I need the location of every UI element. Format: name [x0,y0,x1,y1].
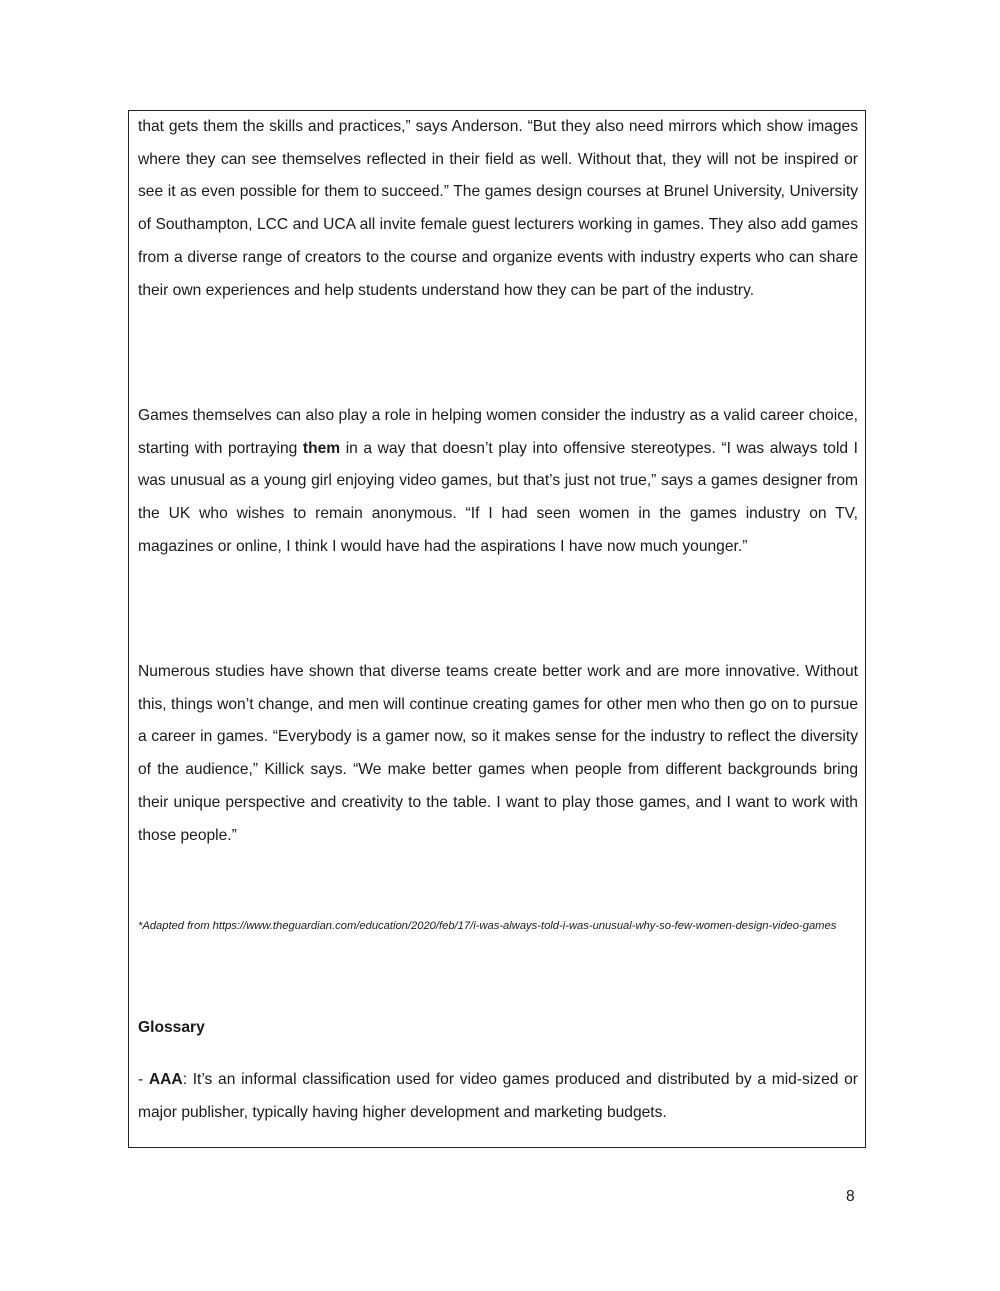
glossary-heading: Glossary [138,1019,205,1036]
glossary-term: AAA [148,1071,183,1088]
article-paragraph-2 [138,400,858,564]
glossary-definition: : It’s an informal classification used for video games produced and distributed by a mid-sized or major publisher, typically having higher development and marketing budgets. [138,1071,859,1121]
article-paragraph-1: that gets them the skills and practices,” says Anderson. “But they also need mirrors which show images where they can see themselves reflected in their field as well. Without that, they will not be inspired or see it as even possible for them to succeed.” The games design courses at Brunel University, University of Southampton, LCC and UCA all invite female guest lecturers working in games. They also add games from a diverse range of creators to the course and organize events with industry experts who can share their own experiences and help students understand how they can be part of the industry. [138,118,858,299]
article-paragraph-3: Numerous studies have shown that diverse teams create better work and are more innovative. Without this, things won’t change, and men will continue creating games for other men who then go on to pursue a career in games. “Everybody is a gamer now, so it makes sense for the industry to reflect the diversity of the audience,” Killick says. “We make better games when people from different backgrounds bring their unique perspective and creativity to the table. I want to play those games, and I want to work with those people.” [138,663,858,844]
glossary-entry-aaa [138,1064,858,1129]
emphasized-word: them [302,439,341,457]
source-citation: *Adapted from https://www.theguardian.com/education/2020/feb/17/i-was-always-told-i-was-unusual-why-so-few-women-design-video-games [138,920,837,932]
page-number: 8 [846,1188,855,1205]
glossary-bullet: - [138,1071,149,1088]
paragraph-2-text-after: in a way that doesn’t play into offensive stereotypes. “I was always told I was unusual as a young girl enjoying video games, but that’s just not true,” says a games designer from the UK who wishes to remain anonymous. “If I had seen women in the games industry on TV, magazines or online, I think I would have had the aspirations I have now much younger.” [138,439,858,555]
paragraph-2-text-before: Games themselves can also play a role in helping women consider the industry as a valid career choice, starting with portraying [138,407,858,457]
